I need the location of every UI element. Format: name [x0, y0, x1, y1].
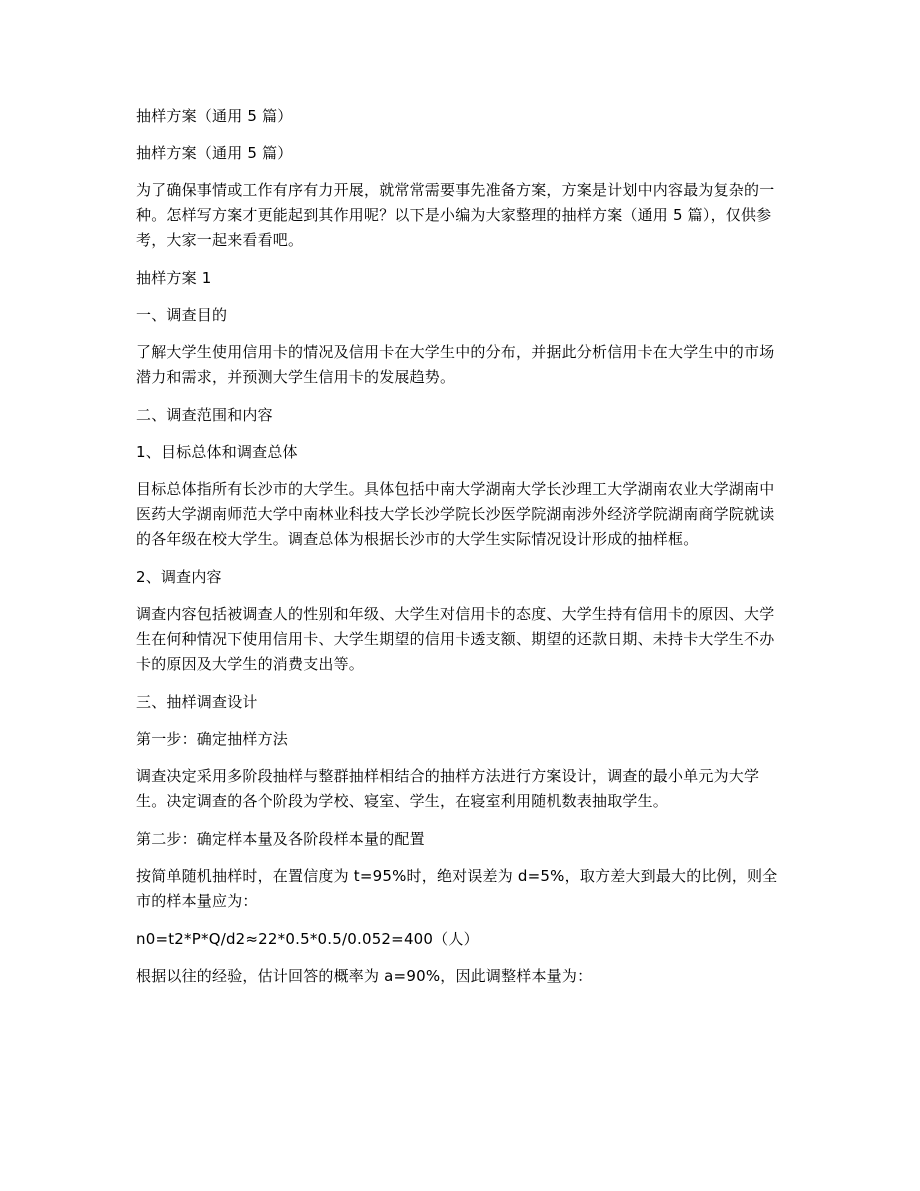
- adjustment-paragraph: 根据以往的经验，估计回答的概率为 a=90%，因此调整样本量为：: [136, 967, 593, 985]
- step-one: 第一步：确定抽样方法: [136, 730, 289, 748]
- formula: n0=t2*P*Q/d2≈22*0.5*0.5/0.052=400（人）: [136, 930, 479, 948]
- method-paragraph: 调查决定采用多阶段抽样与整群抽样相结合的抽样方法进行方案设计，调查的最小单元为大学生。决定调查的各个阶段为学校、寝室、学生，在寝室利用随机数表抽取学生。: [136, 767, 760, 810]
- subheading-population: 1、目标总体和调查总体: [136, 443, 298, 461]
- sample-size-paragraph: 按简单随机抽样时，在置信度为 t=95%时，绝对误差为 d=5%，取方差大到最大的比例，则全市的样本量应为：: [136, 867, 778, 910]
- purpose-paragraph: 了解大学生使用信用卡的情况及信用卡在大学生中的分布，并据此分析信用卡在大学生中的市场潜力和需求，并预测大学生信用卡的发展趋势。: [136, 343, 775, 386]
- section-title: 抽样方案 1: [136, 269, 212, 287]
- subheading-content: 2、调查内容: [136, 568, 222, 586]
- heading-scope: 二、调查范围和内容: [136, 406, 273, 424]
- intro-paragraph: 为了确保事情或工作有序有力开展，就常常需要事先准备方案，方案是计划中内容最为复杂的一种。怎样写方案才更能起到其作用呢？以下是小编为大家整理的抽样方案（通用 5 篇），仅供参考，大家一起来看看吧。: [136, 181, 775, 249]
- document-title: 抽样方案（通用 5 篇）: [136, 107, 293, 125]
- content-paragraph: 调查内容包括被调查人的性别和年级、大学生对信用卡的态度、大学生持有信用卡的原因、大学生在何种情况下使用信用卡、大学生期望的信用卡透支额、期望的还款日期、未持卡大学生不办卡的原因及大学生的消费支出等。: [136, 605, 775, 673]
- step-two: 第二步：确定样本量及各阶段样本量的配置: [136, 830, 425, 848]
- heading-purpose: 一、调查目的: [136, 306, 228, 324]
- heading-design: 三、抽样调查设计: [136, 693, 258, 711]
- document-page: [136, 104, 784, 989]
- document-subtitle: 抽样方案（通用 5 篇）: [136, 144, 293, 162]
- population-paragraph: 目标总体指所有长沙市的大学生。具体包括中南大学湖南大学长沙理工大学湖南农业大学湖南中医药大学湖南师范大学中南林业科技大学长沙学院长沙医学院湖南涉外经济学院湖南商学院就读的各年级在校大学生。调查总体为根据长沙市的大学生实际情况设计形成的抽样框。: [136, 480, 775, 548]
